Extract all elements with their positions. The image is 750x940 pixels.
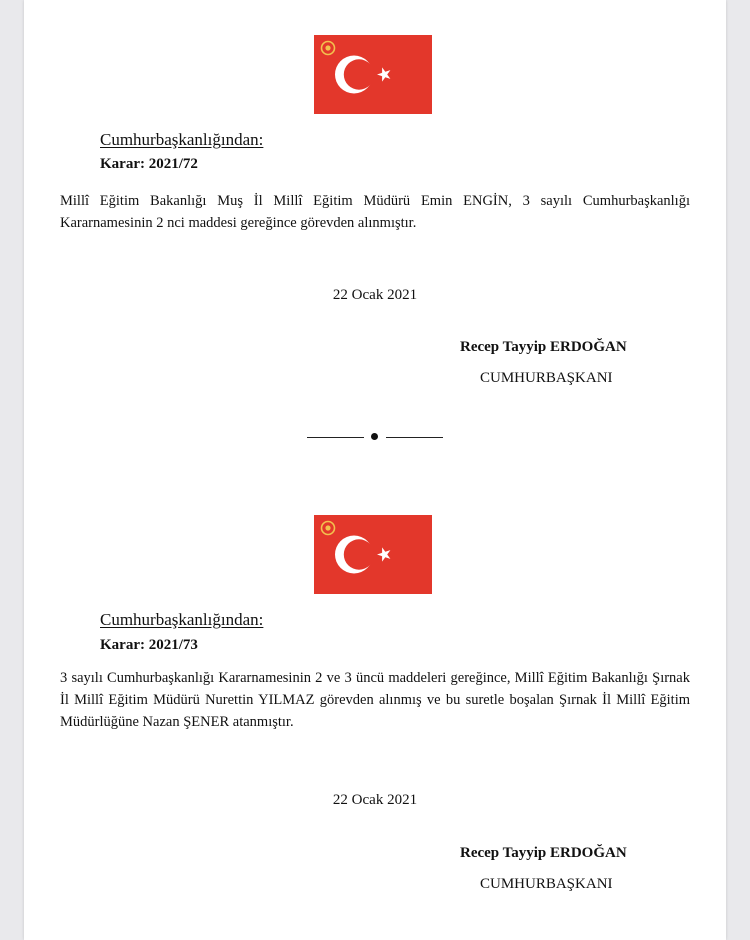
decision-date: 22 Ocak 2021	[332, 287, 418, 303]
separator-dot-icon	[371, 433, 378, 440]
signer-name: Recep Tayyip ERDOĞAN	[460, 845, 627, 861]
signer-name: Recep Tayyip ERDOĞAN	[460, 339, 627, 355]
decision-number: Karar: 2021/72	[100, 156, 198, 172]
separator-line-left	[307, 437, 364, 438]
decision-date: 22 Ocak 2021	[332, 792, 418, 808]
decision-body: Millî Eğitim Bakanlığı Muş İl Millî Eğitim Müdürü Emin ENGİN, 3 sayılı Cumhurbaşkanlığı Kararnamesinin 2 nci maddesi gereğince görevden alınmıştır.	[60, 193, 690, 231]
turkish-flag-icon	[314, 515, 432, 594]
turkish-flag-icon	[314, 35, 432, 114]
document-page	[24, 0, 726, 940]
signer-title: CUMHURBAŞKANI	[480, 876, 613, 892]
section-separator	[307, 430, 443, 444]
decision-body: 3 sayılı Cumhurbaşkanlığı Kararnamesinin 2 ve 3 üncü maddeleri gereğince, Millî Eğitim Bakanlığı Şırnak İl Millî Eğitim Müdürü Nurettin YILMAZ görevden alınmış ve bu suretle boşalan Şırnak İl Millî Eğitim Müdürlüğüne Nazan ŞENER atanmıştır.	[60, 670, 690, 730]
separator-line-right	[386, 437, 443, 438]
decision-heading: Cumhurbaşkanlığından:	[100, 130, 264, 149]
decision-number: Karar: 2021/73	[100, 637, 198, 653]
decision-heading: Cumhurbaşkanlığından:	[100, 610, 264, 629]
signer-title: CUMHURBAŞKANI	[480, 370, 613, 386]
